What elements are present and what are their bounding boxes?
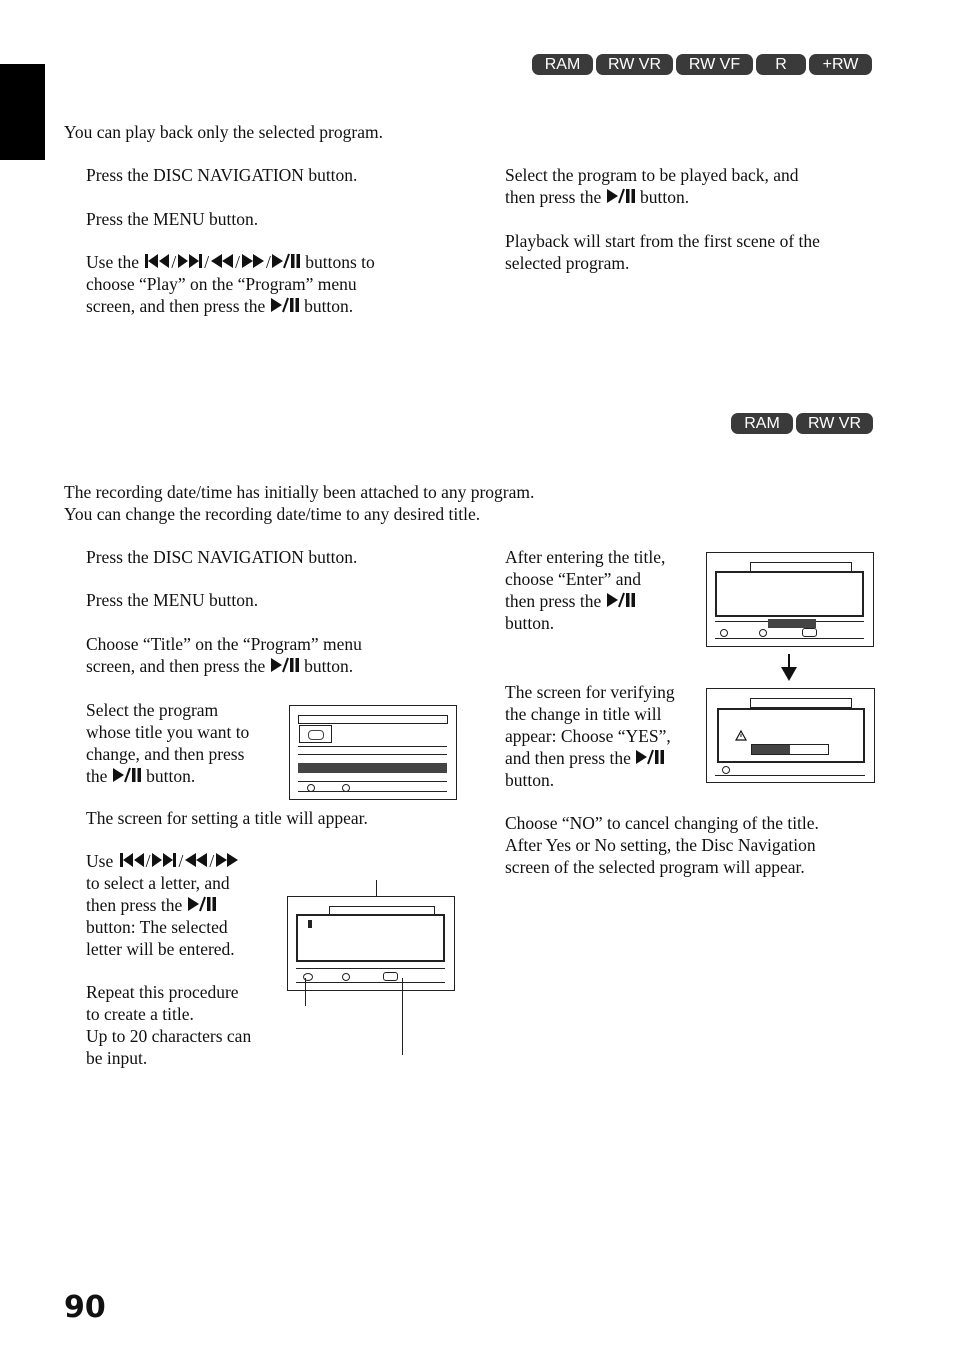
section1-step1: Press the DISC NAVIGATION button. bbox=[86, 165, 358, 185]
section2-step5-g: to create a title. bbox=[86, 1004, 194, 1024]
enter-highlight bbox=[768, 619, 816, 628]
section2-step5-e: letter will be entered. bbox=[86, 939, 235, 959]
badge-rw-vf: RW VF bbox=[676, 54, 753, 75]
play-pause-icon bbox=[270, 297, 300, 313]
warning-icon bbox=[735, 726, 747, 745]
page-number: 90 bbox=[64, 1290, 106, 1325]
play-icon bbox=[720, 629, 728, 637]
yes-highlight bbox=[752, 745, 790, 754]
prev-icon bbox=[143, 253, 171, 269]
section1-result-a: Playback will start from the first scene of the bbox=[505, 231, 820, 251]
section2-note-c: screen of the selected program will appear. bbox=[505, 857, 805, 877]
section2-step4-d: the bbox=[86, 766, 108, 786]
section1-step3-b: buttons to bbox=[305, 252, 375, 272]
rewind-icon bbox=[183, 852, 209, 868]
section1-result bbox=[505, 230, 905, 274]
title-entry-screen bbox=[287, 896, 455, 991]
section2-step4 bbox=[86, 699, 286, 787]
section2-note bbox=[505, 812, 925, 878]
section1-step4-c: button. bbox=[639, 187, 690, 207]
section2-step6-b: choose “Enter” and bbox=[505, 569, 642, 589]
section1-step3-e: button. bbox=[304, 296, 354, 316]
section1-step3: Use the / / / / buttons to choose “Play” on the “Program” menu screen, and then press the button. bbox=[86, 251, 466, 317]
section2-step5-i: be input. bbox=[86, 1048, 148, 1068]
section2-step4-c: change, and then press bbox=[86, 744, 245, 764]
section2-step4-result: The screen for setting a title will appear. bbox=[86, 808, 368, 828]
section1-step4-b: then press the bbox=[505, 187, 602, 207]
section1-step2: Press the MENU button. bbox=[86, 209, 259, 229]
next-icon bbox=[176, 253, 204, 269]
program-select-screen bbox=[289, 705, 457, 800]
fast-forward-icon bbox=[214, 852, 240, 868]
section2-step5-b: to select a letter, and bbox=[86, 873, 230, 893]
badge-ram: RAM bbox=[731, 413, 793, 434]
title-input-area bbox=[296, 914, 445, 962]
section2-step7-e: button. bbox=[505, 770, 555, 790]
section2-step6-d: button. bbox=[505, 613, 555, 633]
section2-step5-c: then press the bbox=[86, 895, 183, 915]
section2-step7-a: The screen for verifying bbox=[505, 682, 675, 702]
section2-step3-c: button. bbox=[304, 656, 354, 676]
disc-type-badges-top bbox=[532, 54, 872, 75]
section2-intro-a: The recording date/time has initially been attached to any program. bbox=[64, 482, 535, 502]
section2-step6-c: then press the bbox=[505, 591, 602, 611]
section2-step3-a: Choose “Title” on the “Program” menu bbox=[86, 634, 362, 654]
badge-r: R bbox=[756, 54, 806, 75]
title-display-area bbox=[715, 571, 864, 617]
fast-forward-icon bbox=[240, 253, 266, 269]
enter-icon bbox=[383, 972, 398, 981]
badge-ram: RAM bbox=[532, 54, 593, 75]
callout-line bbox=[305, 978, 306, 1006]
section2-step5-h: Up to 20 characters can bbox=[86, 1026, 252, 1046]
section2-intro-b: You can change the recording date/time to any desired title. bbox=[64, 504, 481, 524]
play-pause-icon bbox=[270, 657, 300, 673]
section2-step3-b: screen, and then press the bbox=[86, 656, 266, 676]
section2-step4-e: button. bbox=[146, 766, 196, 786]
stop-icon bbox=[342, 973, 350, 981]
section1-result-b: selected program. bbox=[505, 253, 630, 273]
section2-step1: Press the DISC NAVIGATION button. bbox=[86, 547, 358, 567]
confirm-dialog bbox=[717, 708, 865, 763]
section2-step3 bbox=[86, 633, 466, 677]
play-pause-icon bbox=[112, 767, 142, 783]
play-pause-icon bbox=[606, 592, 636, 608]
play-pause-icon bbox=[187, 896, 217, 912]
play-icon bbox=[722, 766, 730, 774]
section2-note-b: After Yes or No setting, the Disc Navigation bbox=[505, 835, 816, 855]
section2-step5-d: button: The selected bbox=[86, 917, 228, 937]
section1-step4-a: Select the program to be played back, and bbox=[505, 165, 799, 185]
section2-step4-b: whose title you want to bbox=[86, 722, 250, 742]
badge-plus-rw: +RW bbox=[809, 54, 872, 75]
section2-step5-a: Use bbox=[86, 851, 114, 871]
section1-step4 bbox=[505, 164, 905, 208]
section2-step7-b: the change in title will bbox=[505, 704, 662, 724]
section2-step7-d: and then press the bbox=[505, 748, 631, 768]
section2-step6-a: After entering the title, bbox=[505, 547, 666, 567]
rewind-icon bbox=[209, 253, 235, 269]
play-pause-icon bbox=[271, 253, 301, 269]
stop-icon bbox=[759, 629, 767, 637]
section2-step2: Press the MENU button. bbox=[86, 590, 259, 610]
down-arrow-icon bbox=[780, 654, 798, 686]
callout-line bbox=[402, 978, 403, 1055]
section2-intro bbox=[64, 481, 764, 525]
section2-step5-f: Repeat this procedure bbox=[86, 982, 239, 1002]
section2-step7 bbox=[505, 681, 705, 791]
section2-step7-c: appear: Choose “YES”, bbox=[505, 726, 671, 746]
section1-step3-c: choose “Play” on the “Program” menu bbox=[86, 274, 357, 294]
section1-intro: You can play back only the selected program. bbox=[64, 122, 383, 142]
selected-program-bar bbox=[298, 763, 447, 773]
play-pause-icon bbox=[606, 188, 636, 204]
section2-note-a: Choose “NO” to cancel changing of the title. bbox=[505, 813, 819, 833]
enter-title-screen bbox=[706, 552, 874, 647]
prev-icon bbox=[118, 852, 146, 868]
cursor bbox=[308, 920, 312, 928]
disc-type-badges-mid bbox=[731, 413, 873, 434]
section2-step5: Use / / / to select a letter, and then press the button: The selected letter will be entered. Repeat this procedure to create a title. Up to 20 characters can be input. bbox=[86, 850, 286, 1069]
program-thumbnail-icon bbox=[299, 725, 332, 743]
section2-step4-a: Select the program bbox=[86, 700, 219, 720]
next-icon bbox=[150, 852, 178, 868]
section1-step3-d: screen, and then press the bbox=[86, 296, 266, 316]
enter-icon bbox=[802, 628, 817, 637]
section-tab-marker bbox=[0, 64, 45, 160]
section2-step6 bbox=[505, 546, 705, 634]
verify-title-screen bbox=[706, 688, 875, 783]
badge-rw-vr: RW VR bbox=[796, 413, 873, 434]
section1-step3-a: Use the bbox=[86, 252, 139, 272]
play-pause-icon bbox=[635, 749, 665, 765]
badge-rw-vr: RW VR bbox=[596, 54, 673, 75]
